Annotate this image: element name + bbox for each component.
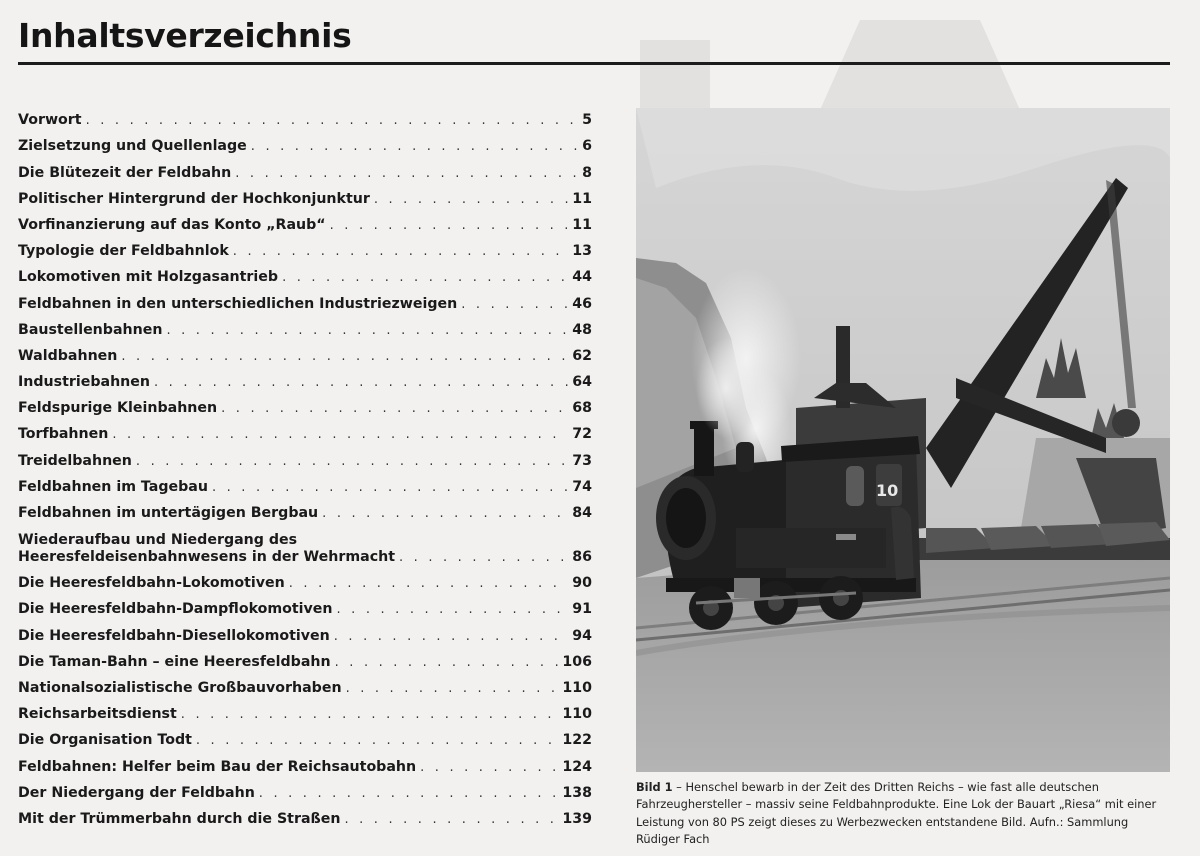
toc-entry-page-number: 124 xyxy=(562,758,592,775)
page-title: Inhaltsverzeichnis xyxy=(18,16,352,55)
toc-entry-label-line2: Heeresfeldeisenbahnwesens in der Wehrmacht xyxy=(18,549,395,565)
toc-entry-page-number: 74 xyxy=(572,478,592,495)
toc-leader-dots xyxy=(335,654,559,671)
toc-leader-dots xyxy=(166,322,568,339)
toc-entry-label: Politischer Hintergrund der Hochkonjunktur xyxy=(18,190,370,207)
toc-leader-dots xyxy=(136,453,568,470)
toc-entry xyxy=(18,566,592,592)
toc-leader-dots xyxy=(154,374,568,391)
toc-leader-dots xyxy=(330,217,569,234)
toc-entry-page-number: 110 xyxy=(562,706,592,723)
toc-entry-label: Die Taman-Bahn – eine Heeresfeldbahn xyxy=(18,653,331,670)
toc-entry-page-number: 122 xyxy=(562,732,592,749)
toc-entry-label: Der Niedergang der Feldbahn xyxy=(18,784,255,801)
toc-leader-dots xyxy=(461,296,568,313)
toc-entry-page-number: 44 xyxy=(572,269,592,286)
toc-entry-page-number: 11 xyxy=(572,216,592,233)
toc-entry-label: Feldspurige Kleinbahnen xyxy=(18,400,218,417)
toc-leader-dots xyxy=(282,269,568,286)
toc-entry-label: Vorwort xyxy=(18,112,82,129)
toc-entry xyxy=(18,155,592,181)
toc-entry xyxy=(18,723,592,749)
toc-entry xyxy=(18,749,592,775)
toc-leader-dots xyxy=(86,112,579,129)
toc-entry xyxy=(18,443,592,469)
toc-leader-dots xyxy=(259,785,559,802)
toc-entry-page-number: 13 xyxy=(572,243,592,260)
toc-entry-page-number: 90 xyxy=(572,575,592,592)
toc-entry-page-number: 84 xyxy=(572,505,592,521)
toc-entry-page-number: 64 xyxy=(572,374,592,391)
toc-entry-label: Feldbahnen im Tagebau xyxy=(18,478,208,495)
toc-leader-dots xyxy=(196,732,558,749)
toc-entry-label: Vorfinanzierung auf das Konto „Raub“ xyxy=(18,216,326,233)
toc-leader-dots xyxy=(233,243,568,260)
toc-entry xyxy=(18,776,592,802)
toc-entry-page-number: 138 xyxy=(562,784,592,801)
background-watermark xyxy=(560,0,1200,110)
toc-entry-label: Die Heeresfeldbahn-Diesellokomotiven xyxy=(18,627,330,644)
toc-entry-page-number: 106 xyxy=(562,653,592,670)
toc-entry xyxy=(18,496,592,522)
toc-entry-page-number: 72 xyxy=(572,426,592,443)
photo-caption xyxy=(636,779,1170,849)
caption-label: Bild 1 xyxy=(636,780,673,794)
toc-entry-page-number: 6 xyxy=(582,138,592,155)
toc-entry-label: Feldbahnen in den unterschiedlichen Industriezweigen xyxy=(18,295,458,312)
toc-entry-label: Zielsetzung und Quellenlage xyxy=(18,138,247,155)
toc-leader-dots xyxy=(181,706,559,723)
toc-entry xyxy=(18,470,592,496)
toc-leader-dots xyxy=(420,759,558,776)
toc-entry-label: Industriebahnen xyxy=(18,374,150,391)
toc-entry-label: Treidelbahnen xyxy=(18,452,132,469)
table-of-contents xyxy=(18,103,592,828)
toc-leader-dots xyxy=(334,628,568,645)
toc-entry-page-number: 139 xyxy=(562,810,592,827)
toc-entry xyxy=(18,645,592,671)
title-rule xyxy=(18,62,1170,65)
toc-entry-page-number: 11 xyxy=(572,190,592,207)
toc-leader-dots xyxy=(121,348,568,365)
toc-entry-label: Die Blütezeit der Feldbahn xyxy=(18,164,232,181)
locomotive-photo xyxy=(636,108,1170,772)
toc-leader-dots xyxy=(212,479,568,496)
toc-entry xyxy=(18,103,592,129)
toc-entry xyxy=(18,802,592,828)
toc-entry-page-number: 68 xyxy=(572,400,592,417)
toc-leader-dots xyxy=(112,426,568,443)
toc-entry-label: Baustellenbahnen xyxy=(18,321,163,338)
toc-entry xyxy=(18,313,592,339)
toc-entry-label: Waldbahnen xyxy=(18,347,118,364)
toc-entry-page-number: 46 xyxy=(572,295,592,312)
toc-entry-label: Feldbahnen: Helfer beim Bau der Reichsautobahn xyxy=(18,758,417,775)
toc-leader-dots xyxy=(289,575,569,592)
toc-leader-dots xyxy=(322,505,568,522)
toc-leader-dots xyxy=(346,680,559,697)
toc-entry xyxy=(18,182,592,208)
toc-entry-page-number: 5 xyxy=(582,112,592,129)
toc-entry xyxy=(18,260,592,286)
toc-entry-label: Mit der Trümmerbahn durch die Straßen xyxy=(18,810,341,827)
toc-entry xyxy=(18,129,592,155)
toc-entry xyxy=(18,671,592,697)
caption-text: – Henschel bewarb in der Zeit des Dritten Reichs – wie fast alle deutschen Fahrzeughersteller – massiv seine Feldbahnprodukte. Eine Lok der Bauart „Riesa“ mit einer Leistung von 80 PS zeigt dieses zu Werbezwecken entstandene Bild. Aufn.: Sammlung Rüdiger Fach xyxy=(636,780,1157,847)
toc-entry-label: Typologie der Feldbahnlok xyxy=(18,243,229,260)
toc-entry-page-number: 110 xyxy=(562,679,592,696)
toc-entry-label: Reichsarbeitsdienst xyxy=(18,706,177,723)
toc-entry-label: Nationalsozialistische Großbauvorhaben xyxy=(18,679,342,696)
locomotive-number: 10 xyxy=(876,481,899,500)
toc-entry xyxy=(18,339,592,365)
toc-entry xyxy=(18,697,592,723)
toc-entry xyxy=(18,618,592,644)
toc-entry-page-number: 48 xyxy=(572,321,592,338)
toc-entry-page-number: 91 xyxy=(572,601,592,618)
toc-entry-page-number: 8 xyxy=(582,164,592,181)
toc-leader-dots xyxy=(221,400,568,417)
toc-leader-dots xyxy=(399,549,568,566)
toc-entry-label: Die Organisation Todt xyxy=(18,732,192,749)
toc-entry xyxy=(18,592,592,618)
toc-entry xyxy=(18,208,592,234)
toc-leader-dots xyxy=(337,601,569,618)
toc-entry-label: Feldbahnen im untertägigen Bergbau xyxy=(18,505,319,521)
toc-entry xyxy=(18,365,592,391)
toc-entry-label: Torfbahnen xyxy=(18,426,109,443)
toc-entry-page-number: 86 xyxy=(572,549,592,565)
toc-leader-dots xyxy=(374,191,568,208)
toc-entry-label: Die Heeresfeldbahn-Lokomotiven xyxy=(18,575,285,592)
toc-leader-dots xyxy=(251,138,578,155)
toc-entry-page-number: 62 xyxy=(572,347,592,364)
toc-entry-label xyxy=(18,532,395,566)
toc-entry xyxy=(18,286,592,312)
toc-entry-label: Die Heeresfeldbahn-Dampflokomotiven xyxy=(18,601,333,618)
toc-leader-dots xyxy=(235,165,578,182)
toc-entry-page-number: 94 xyxy=(572,627,592,644)
toc-entry-label: Lokomotiven mit Holzgasantrieb xyxy=(18,269,279,286)
toc-leader-dots xyxy=(344,811,558,828)
toc-entry-label-line1: Wiederaufbau und Niedergang des xyxy=(18,532,298,548)
toc-entry xyxy=(18,234,592,260)
toc-entry xyxy=(18,391,592,417)
toc-entry xyxy=(18,522,592,566)
toc-entry-page-number: 73 xyxy=(572,452,592,469)
toc-entry xyxy=(18,417,592,443)
